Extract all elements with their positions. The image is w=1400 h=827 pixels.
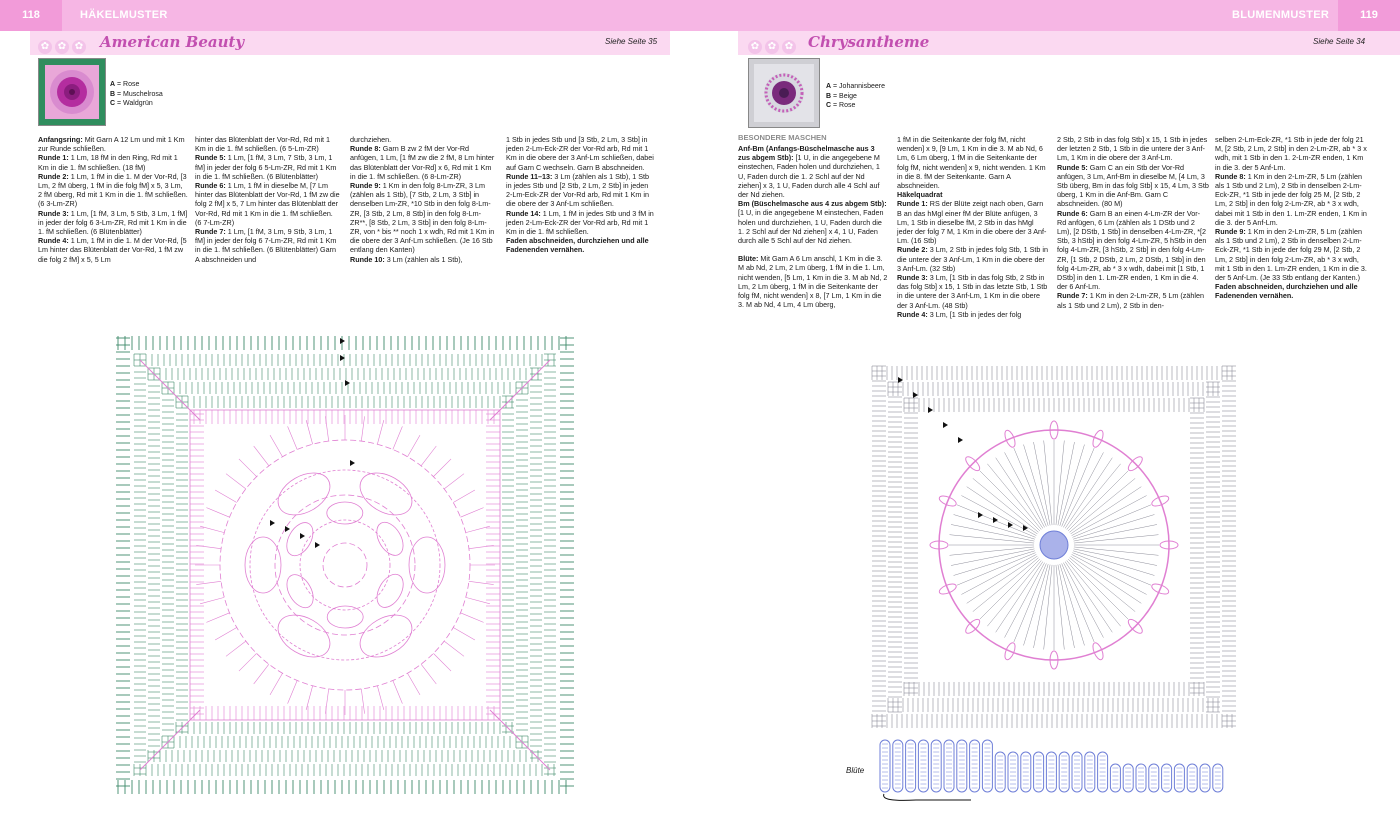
- instruction-text: Mit Garn A 12 Lm und mit 1 Km zur Runde schließen.: [38, 135, 185, 154]
- round-label: Runde 4:: [38, 236, 69, 246]
- instruction-text: 3 Lm (zählen als 1 Stb), 1 Stb in jedes Stb und [2 Stb, 2 Lm, 2 Stb] in jeden 2-Lm-Eck-ZR der Vor-Rd arb, Rd mit 1 Km in die obere der 3 Anf-Lm schließen.: [506, 171, 650, 209]
- round-label: Runde 1:: [897, 199, 928, 209]
- round-label: Runde 5:: [195, 153, 226, 163]
- instruction-paragraph: [1057, 163, 1209, 209]
- instruction-text: [1 U, in die angegebene M einstechen, Faden holen und durchziehen, 1 U, Faden durch die 1. 2 Schl auf der Nd ziehen] x 4, 1 U, Faden durch alle 5 Schl auf der Nd ziehen.: [738, 208, 884, 246]
- instruction-text: 1 Km in den folg 8-Lm-ZR, 3 Lm (zählen als 1 Stb), [7 Stb, 2 Lm, 3 Stb] in denselben Lm-ZR, *10 Stb in den folg 8-Lm-ZR, [3 Stb, 2 Lm, 8 Stb] in den folg 8-Lm-ZR**, [8 Stb, 2 Lm, 3 Stb] in den folg 8-Lm-ZR, von * bis ** noch 1 x wdh, Rd mit 1 Km in die obere der 3 Anf-Lm schließen. (Je 16 Stb entlang den Kanten): [350, 181, 495, 255]
- see-page-ref: Siehe Seite 34: [1313, 37, 1366, 46]
- left-title-bar: [30, 31, 670, 55]
- instruction-paragraph: [1215, 172, 1367, 227]
- round-label: Runde 2:: [897, 245, 928, 255]
- star-icon: ✿: [748, 40, 762, 54]
- instruction-paragraph: [350, 144, 498, 181]
- round-label: Runde 4:: [897, 309, 928, 319]
- instruction-text: 2 Stb, 2 Stb in das folg Stb] x 15, 1 Stb in jedes der letzten 2 Stb, 1 Stb in die untere der 3 Anf-Lm, 1 Km in die obere der 3 Anf-Lm.: [1057, 135, 1208, 163]
- round-label: Bm (Büschelmasche aus 4 zus abgem Stb):: [738, 199, 887, 209]
- round-label: Anfangsring:: [38, 135, 83, 144]
- instruction-paragraph: [506, 172, 654, 209]
- difficulty-stars: [38, 36, 89, 54]
- round-label: Faden abschneiden, durchziehen und alle Fadenenden vernähen.: [1215, 282, 1358, 301]
- bluete-chain-stitches: [880, 740, 1223, 792]
- instruction-paragraph: [1057, 209, 1209, 292]
- right-text-column-4: [1215, 135, 1367, 301]
- round-label: Runde 9:: [350, 181, 381, 191]
- instruction-paragraph: [738, 144, 888, 199]
- star-icon: ✿: [765, 40, 779, 54]
- instruction-paragraph: [897, 199, 1049, 245]
- instruction-text: Garn B zw 2 fM der Vor-Rd anfügen, 1 Lm, [1 fM zw die 2 fM, 8 Lm hinter das Blütenblatt der Vor-Rd] x 6, Rd mit 1 Km in die 1. fM schließen. (6 8-Lm-ZR): [350, 144, 495, 181]
- instruction-text: 3 Lm, [1 Stb in das folg Stb, 2 Stb in das folg Stb] x 15, 1 Stb in das letzte Stb, 1 Stb in die untere der 3 Anf-Lm, 1 Km in die obere der 3 Anf-Lm. (48 Stb): [897, 273, 1048, 310]
- instruction-paragraph: [38, 153, 188, 171]
- round-label: Runde 10:: [350, 254, 385, 264]
- instruction-text: durchziehen.: [350, 135, 392, 144]
- left-text-column-4: [506, 135, 654, 255]
- inner-pink-stitches: [140, 360, 550, 770]
- left-page-number: 118: [0, 0, 62, 31]
- instruction-text: 1 Lm, 1 fM in dieselbe M, [7 Lm hinter das Blütenblatt der Vor-Rd, 1 fM zw die folg 2 fM] x 5, 7 Lm hinter das Blütenblatt der Vor-Rd, Rd mit 1 Km in die 1. fM schließen. (6 7-Lm-ZR): [195, 181, 340, 227]
- pattern-title: Chrysantheme: [808, 33, 930, 51]
- round-label: Runde 9:: [1215, 227, 1246, 237]
- instruction-text: [1 U, in die angegebene M einstechen, Faden holen und durchziehen, 1 U, Faden durch die 1. 2 Schl auf der Nd ziehen] x 3, 1 U, Faden durch alle 4 Schl auf der Nd ziehen.: [738, 153, 880, 200]
- left-text-column-2: [195, 135, 340, 264]
- instruction-paragraph: [897, 190, 1049, 199]
- american-beauty-photo: [38, 58, 106, 126]
- instruction-paragraph: [897, 135, 1049, 190]
- instruction-paragraph: [195, 135, 340, 153]
- right-color-legend: A = Johannisbeere B = Beige C = Rose: [826, 83, 885, 109]
- round-label: Faden abschneiden, durchziehen und alle Fadenenden vernähen.: [506, 236, 649, 255]
- instruction-paragraph: [506, 209, 654, 237]
- instruction-paragraph: [350, 181, 498, 255]
- right-text-column-1: [738, 144, 888, 309]
- right-running-head: BLUMENMUSTER: [1232, 9, 1330, 21]
- star-icon: ✿: [55, 40, 69, 54]
- instruction-text: 1 Lm, [1 fM, 3 Lm, 5 Stb, 3 Lm, 1 fM] in jeder der folg 6 3-Lm-ZR, Rd mit 1 Km in die 1. fM schließen. (6 Blütenblätter): [38, 208, 188, 237]
- instruction-text: Garn C an ein Stb der Vor-Rd anfügen, 3 Lm, Anf-Bm in dieselbe M, [4 Lm, 3 Stb überg, Bm in das folg Stb] x 15, 4 Lm, 3 Stb überg, 1 Km in die Anf-Bm. Garn C abschneiden. (80 M): [1057, 162, 1209, 209]
- chrysantheme-stitch-chart: [868, 362, 1240, 732]
- round-label: Runde 5:: [1057, 162, 1088, 172]
- bluete-label: Blüte: [846, 766, 865, 775]
- left-color-legend: A = Rose B = Muschelrosa C = Waldgrün: [110, 81, 163, 107]
- instruction-text: 1 Lm, 1 fM in die 1. M der Vor-Rd, [3 Lm, 2 fM überg, 1 fM in die folg fM] x 5, 3 Lm, 2 fM überg, Rd mit 1 Km in die 1. fM schließen. (6 3-Lm-ZR): [38, 171, 188, 209]
- instruction-paragraph: [738, 199, 888, 245]
- round-label: Runde 7:: [195, 227, 226, 237]
- instruction-text: 1 Km in den 2-Lm-ZR, 5 Lm (zählen als 1 Stb und 2 Lm), 2 Stb in den-: [1057, 291, 1204, 310]
- right-text-column-3: [1057, 135, 1209, 310]
- instruction-paragraph: [506, 135, 654, 172]
- instruction-paragraph: [195, 227, 340, 264]
- round-label: Runde 11–13:: [506, 171, 553, 181]
- right-text-column-2: [897, 135, 1049, 319]
- instruction-paragraph: [1215, 282, 1367, 300]
- round-label: Runde 14:: [506, 208, 541, 218]
- round-label: Runde 6:: [195, 181, 226, 191]
- instruction-paragraph: [350, 135, 498, 144]
- instruction-text: Mit Garn A 6 Lm anschl, 1 Km in die 3. M ab Nd, 2 Lm, 2 Lm überg, 1 fM in die 1. Lm, nicht wenden, [5 Lm, 1 Km in die 3. M ab Nd, 2 Lm, 2 Lm überg, 1 fM in die Seitenkante der folg fM, nicht wenden] x 8, [7 Lm, 1 Km in die 3. M ab Nd, 4 Lm, 4 Lm überg,: [738, 254, 888, 310]
- instruction-paragraph: [195, 181, 340, 227]
- left-text-column-1: [38, 135, 188, 264]
- instruction-text: RS der Blüte zeigt nach oben, Garn B an das hMgl einer fM der Blüte anfügen, 3 Lm, 1 Stb in dieselbe fM, 2 Stb in das hMgl jeder der folg 7 M, 1 Km in die obere der 3 Anf-Lm. (16 Stb): [897, 199, 1047, 246]
- see-page-ref: Siehe Seite 35: [605, 37, 658, 46]
- instruction-paragraph: [738, 245, 888, 254]
- round-label: Runde 7:: [1057, 291, 1088, 301]
- instruction-text: hinter das Blütenblatt der Vor-Rd, Rd mit 1 Km in die 1. fM schließen. (6 5-Lm-ZR): [195, 135, 331, 154]
- special-stitches-heading: BESONDERE MASCHEN: [738, 133, 827, 142]
- instruction-text: 1 Km in den 2-Lm-ZR, 5 Lm (zählen als 1 Stb und 2 Lm), 2 Stb in denselben 2-Lm-Eck-ZR, *1 Stb in jede der folg 25 M, [2 Stb, 2 Lm, 2 Stb] in den folg 2-Lm-ZR, ab * 3 x wdh, dabei mit 1 Stb in den 1. Lm-ZR enden, 1 Km in die 3. der 5 Anf-Lm.: [1215, 171, 1367, 227]
- star-icon: ✿: [38, 40, 52, 54]
- right-title-bar: [738, 31, 1400, 55]
- instruction-text: 1 Lm, 18 fM in den Ring, Rd mit 1 Km in die 1. fM schließen. (18 fM): [38, 153, 178, 172]
- pattern-title: American Beauty: [100, 33, 245, 51]
- instruction-text: 1 Km in den 2-Lm-ZR, 5 Lm (zählen als 1 Stb und 2 Lm), 2 Stb in denselben 2-Lm-Eck-ZR, *1 Stb in jede der folg 29 M, [2 Stb, 2 Lm, 2 Stb] in den folg 2-Lm-ZR, ab * 3 x wdh, mit 1 Stb in den 1. Lm-ZR enden, 1 Km in die 3. der 5 Anf-Lm. (Je 33 Stb entlang der Kanten.): [1215, 227, 1367, 283]
- instruction-paragraph: [1215, 227, 1367, 282]
- instruction-paragraph: [1057, 291, 1209, 309]
- instruction-paragraph: [1215, 135, 1367, 172]
- left-text-column-3: [350, 135, 498, 264]
- instruction-text: 1 Lm, 1 fM in jedes Stb und 3 fM in jeden 2-Lm-Eck-ZR der Vor-Rd arb, Rd mit 1 Km in die 1. fM schließen.: [506, 208, 654, 237]
- instruction-text: 3 Lm, 2 Stb in jedes folg Stb, 1 Stb in die untere der 3 Anf-Lm, 1 Km in die obere der 3 Anf-Lm. (32 Stb): [897, 245, 1049, 273]
- round-label: Anf-Bm (Anfangs-Büschelmasche aus 3 zus abgem Stb):: [738, 144, 875, 163]
- center-ring: [1040, 531, 1068, 559]
- instruction-text: 1 Lm, [1 fM, 3 Lm, 7 Stb, 3 Lm, 1 fM] in jeder der folg 6 5-Lm-ZR, Rd mit 1 Km in die 1. fM schließen. (6 Blütenblätter): [195, 153, 337, 181]
- instruction-paragraph: [506, 236, 654, 254]
- bluete-strip-chart: [876, 736, 1236, 806]
- instruction-paragraph: [38, 209, 188, 237]
- instruction-paragraph: [738, 254, 888, 309]
- difficulty-stars: [748, 36, 799, 54]
- instruction-paragraph: [350, 255, 498, 264]
- instruction-paragraph: [195, 153, 340, 181]
- instruction-text: 1 Stb in jedes Stb und [3 Stb, 2 Lm, 3 Stb] in jeden 2-Lm-Eck-ZR der Vor-Rd arb, Rd mit 1 Km in die obere der 3 Anf-Lm schließen, dabei auf Garn C wechseln. Garn B abschneiden.: [506, 135, 654, 172]
- round-label: Runde 1:: [38, 153, 69, 163]
- instruction-text: Garn B an einen 4-Lm-ZR der Vor-Rd anfügen, 6 Lm (zählen als 1 DStb und 2 Lm), [2 DStb, 1 Stb] in denselben 4-Lm-ZR, *[2 Stb, 3 hStb] in den folg 4-Lm-ZR, 5 hStb in den folg 4-Lm-ZR, [3 hStb, 2 Stb] in den folg 4-Lm-ZR, [1 Stb, 2 DStb, 2 Lm, 2 DStb, 1 Stb] in den folg 4-Lm-ZR, ab * 3 x wdh, dabei mit [1 Stb, 1 DStb] in den 1. Lm-ZR enden, 1 Km in die 4. der 6 Anf-Lm.: [1057, 208, 1207, 292]
- star-icon: ✿: [782, 40, 796, 54]
- round-label: Runde 8:: [350, 144, 381, 154]
- instruction-text: 1 Lm, 1 fM in die 1. M der Vor-Rd, [5 Lm hinter das Blütenblatt der Vor-Rd, 1 fM zw die folg 2 fM] x 5, 5 Lm: [38, 236, 187, 264]
- instruction-text: 3 Lm (zählen als 1 Stb),: [384, 254, 463, 264]
- round-label: Runde 2:: [38, 171, 69, 181]
- instruction-paragraph: [38, 172, 188, 209]
- instruction-text: 3 Lm, [1 Stb in jedes der folg: [927, 309, 1022, 319]
- instruction-paragraph: [897, 245, 1049, 273]
- instruction-text: 1 Lm, [1 fM, 3 Lm, 9 Stb, 3 Lm, 1 fM] in jeder der folg 6 7-Lm-ZR, Rd mit 1 Km in die 1. fM schließen. (6 Blütenblätter) Garn A abschneiden und: [195, 227, 337, 264]
- round-label: Runde 3:: [38, 208, 69, 218]
- right-page-number: 119: [1338, 0, 1400, 31]
- left-running-head: HÄKELMUSTER: [80, 9, 168, 21]
- chrysantheme-photo: [748, 58, 820, 128]
- round-label: Blüte:: [738, 254, 759, 264]
- instruction-paragraph: [897, 273, 1049, 310]
- instruction-paragraph: [38, 236, 188, 264]
- round-label: Häkelquadrat: [897, 190, 943, 200]
- round-label: Runde 3:: [897, 273, 928, 283]
- round-label: Runde 8:: [1215, 171, 1246, 181]
- round-label: Runde 6:: [1057, 208, 1088, 218]
- star-icon: ✿: [72, 40, 86, 54]
- instruction-text: 1 fM in die Seitenkante der folg fM, nicht wenden] x 9, [9 Lm, 1 Km in die 3. M ab Nd, 6 Lm, 6 Lm überg, 1 fM in die Seitenkante der folg fM, nicht wenden] x 9, nicht wenden. 1 Km in die 8. fM der Seitenkante. Garn A abschneiden.: [897, 135, 1046, 191]
- direction-arrow: [884, 794, 971, 800]
- instruction-paragraph: [38, 135, 188, 153]
- instruction-text: selben 2-Lm-Eck-ZR, *1 Stb in jede der folg 21 M, [2 Stb, 2 Lm, 2 Stb] in den 2-Lm-ZR, ab * 3 x wdh, mit 1 Stb in den 1. 2-Lm-ZR enden, 1 Km in die 3. der 5 Anf-Lm.: [1215, 135, 1367, 172]
- american-beauty-stitch-chart: [110, 330, 580, 800]
- instruction-paragraph: [1057, 135, 1209, 163]
- instruction-paragraph: [897, 310, 1049, 319]
